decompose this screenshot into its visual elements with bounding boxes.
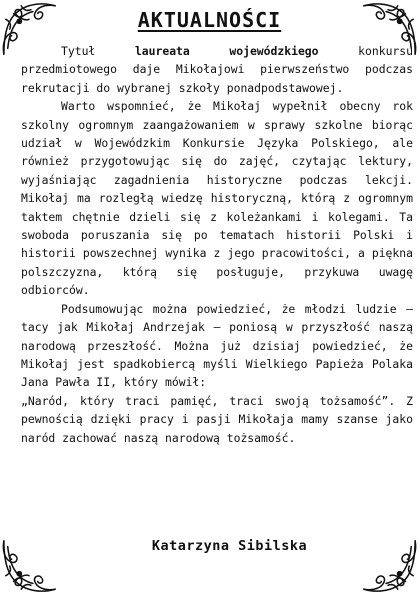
page-title: AKTUALNOŚCI (137, 8, 282, 32)
article-body (21, 42, 413, 447)
paragraph-4-quote: „Naród, który traci pamięć, traci swoją tożsamość”. Z pewnością dzięki pracy i pasji Mikołaja mamy szanse jako naród zachować naszą narodową tożsamość. (21, 393, 413, 445)
paragraph-1 (21, 42, 413, 97)
author-signature: Katarzyna Sibilska (151, 538, 308, 554)
paragraph-2: Warto wspomnieć, że Mikołaj wypełnił obecny rok szkolny ogromnym zaangażowaniem w sprawy szkolne biorąc udział w Wojewódzkim Konkursie Języka Polskiego, ale również przygotowując się do zajęć, czytając lektury, wyjaśniając zagadnienia historyczne podczas lekcji. Mikołaj ma rozległą wiedzę historyczną, którą z ogromnym taktem chętnie dzieli się z koleżankami i kolegami. Ta swoboda poruszania się po tematach historii Polski i historii powszechnej wynika z jego pracowitości, a piękna polszczyzna, którą się posługuje, przykuwa uwagę odbiorców. (21, 99, 413, 298)
paragraph-1-start: Tytuł (61, 44, 135, 58)
paragraph-1-bold: laureata wojewódzkiego (134, 44, 319, 58)
paragraph-3: Podsumowując można powiedzieć, że młodzi ludzie – tacy jak Mikołaj Andrzejak – poniosą w przyszłość naszą narodową przeszłość. Można już dzisiaj powiedzieć, że Mikołaj jest spadkobiercą myśli Wielkiego Papieża Polaka Jana Pawła II, który mówił: (21, 301, 413, 390)
paragraph-1-end: konkursu przedmiotowego daje Mikołajowi pierwszeństwo podczas rekrutacji do wybranej szkoły ponadpodstawowej. (21, 44, 413, 95)
